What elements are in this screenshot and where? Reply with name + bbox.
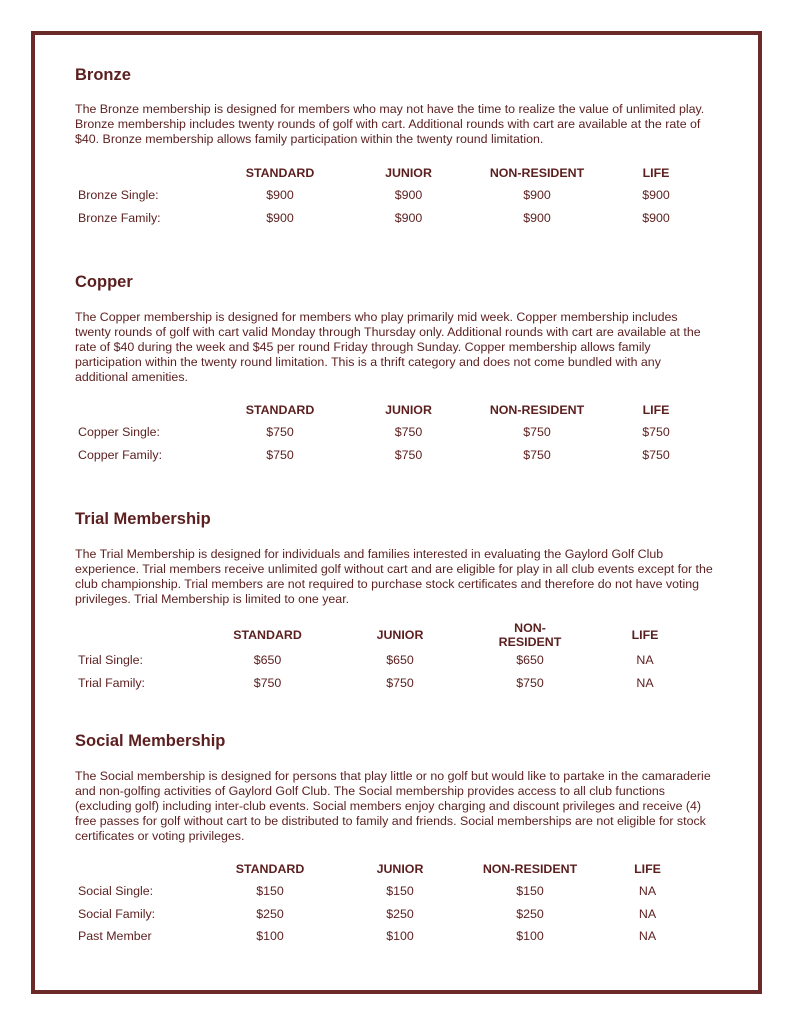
table-row xyxy=(75,880,715,903)
table-header-row xyxy=(75,858,715,880)
column-header: LIFE xyxy=(642,166,670,180)
price-cell: $900 xyxy=(266,188,294,203)
price-cell: $150 xyxy=(516,884,544,899)
column-header: LIFE xyxy=(631,628,659,642)
price-cell: $250 xyxy=(256,906,284,921)
row-label: Social Single: xyxy=(78,884,154,899)
price-cell: $750 xyxy=(642,447,670,462)
section-social-membership xyxy=(75,731,715,944)
price-cell: $900 xyxy=(394,188,423,203)
table-row xyxy=(75,649,715,672)
row-label: Trial Family: xyxy=(78,675,145,690)
price-cell: $900 xyxy=(523,210,551,225)
section-trial-membership xyxy=(75,509,715,690)
price-cell: $750 xyxy=(516,675,544,690)
table-header-row xyxy=(75,162,715,184)
price-cell: NA xyxy=(636,675,654,690)
price-cell: $750 xyxy=(394,447,423,462)
column-header: JUNIOR xyxy=(385,166,432,180)
column-header: LIFE xyxy=(634,862,661,876)
section-bronze xyxy=(75,65,715,225)
price-cell: $900 xyxy=(642,210,670,225)
table-row xyxy=(75,925,715,948)
column-header: STANDARD xyxy=(235,862,305,876)
row-label: Copper Family: xyxy=(78,447,163,462)
table-row xyxy=(75,421,715,444)
column-header: NON-RESIDENT xyxy=(498,621,562,649)
row-label: Copper Single: xyxy=(78,425,160,440)
row-label: Bronze Single: xyxy=(78,188,159,203)
table-row xyxy=(75,672,715,695)
price-cell: $150 xyxy=(256,884,284,899)
section-title: Social Membership xyxy=(75,732,226,750)
column-header: JUNIOR xyxy=(385,403,432,417)
price-cell: $650 xyxy=(386,653,414,668)
section-title: Bronze xyxy=(75,66,131,84)
price-cell: $250 xyxy=(516,906,544,921)
price-cell: $750 xyxy=(523,447,551,462)
price-cell: $650 xyxy=(516,653,544,668)
section-copper xyxy=(75,272,715,462)
price-cell: NA xyxy=(636,653,654,668)
column-header: STANDARD xyxy=(233,628,302,642)
price-cell: $750 xyxy=(642,425,670,440)
table-header-row xyxy=(75,399,715,421)
section-description: The Social membership is designed for persons that play little or no golf but would like to partake in the camaraderie and non-golfing activities of Gaylord Golf Club. The Social membership provides access to all club functions (excluding golf) including inter-club events. Social members enjoy charging and discount privileges and receive (4) free passes for golf without cart to be distributed to family and friends. Social memberships are not eligible for stock certificates or voting privileges. xyxy=(75,769,711,843)
section-description: The Copper membership is designed for members who play primarily mid week. Copper membership includes twenty rounds of golf with cart valid Monday through Thursday only. Additional rounds with cart are available at the rate of $40 during the week and $45 per round Friday through Sunday. Copper membership allows family participation within the twenty round limitation. This is a thrift category and does not come bundled with any additional amenities. xyxy=(75,310,701,384)
table-header-row xyxy=(75,621,715,649)
price-cell: $750 xyxy=(266,447,294,462)
rates-table xyxy=(75,621,715,694)
price-cell: $750 xyxy=(386,675,414,690)
price-cell: $250 xyxy=(386,906,414,921)
section-title: Trial Membership xyxy=(75,510,211,528)
price-cell: $750 xyxy=(394,425,423,440)
price-cell: $100 xyxy=(386,929,414,944)
table-row xyxy=(75,207,715,230)
column-header: STANDARD xyxy=(245,166,315,180)
price-cell: $100 xyxy=(516,929,544,944)
rates-table xyxy=(75,399,715,466)
column-header: NON-RESIDENT xyxy=(489,403,585,417)
section-description: The Bronze membership is designed for members who may not have the time to realize the value of unlimited play. Bronze membership includes twenty rounds of golf with cart. Additional rounds with cart are available at the rate of $40. Bronze membership allows family participation within the twenty round limitation. xyxy=(75,102,705,146)
price-cell: $150 xyxy=(386,884,414,899)
rates-table xyxy=(75,162,715,229)
row-label: Social Family: xyxy=(78,906,156,921)
price-cell: $900 xyxy=(523,188,551,203)
section-description: The Trial Membership is designed for individuals and families interested in evaluating the Gaylord Golf Club experience. Trial members receive unlimited golf without cart and are eligible for play in all club events except for the club championship. Trial members are not required to purchase stock certificates and therefore do not have voting privileges. Trial Membership is limited to one year. xyxy=(75,547,713,606)
price-cell: $900 xyxy=(394,210,423,225)
price-cell: $650 xyxy=(253,653,282,668)
price-cell: NA xyxy=(638,884,657,899)
column-header: LIFE xyxy=(642,403,670,417)
price-cell: $750 xyxy=(253,675,282,690)
column-header: NON-RESIDENT xyxy=(482,862,578,876)
column-header: JUNIOR xyxy=(376,628,424,642)
price-cell: $100 xyxy=(256,929,284,944)
price-cell: NA xyxy=(638,929,657,944)
price-cell: $750 xyxy=(266,425,294,440)
price-cell: $900 xyxy=(266,210,294,225)
rates-table xyxy=(75,858,715,948)
table-row xyxy=(75,903,715,926)
column-header: JUNIOR xyxy=(376,862,424,876)
price-cell: NA xyxy=(638,906,657,921)
row-label: Bronze Family: xyxy=(78,210,161,225)
table-row xyxy=(75,444,715,467)
section-title: Copper xyxy=(75,273,133,291)
row-label: Past Member xyxy=(78,929,152,944)
price-cell: $750 xyxy=(523,425,551,440)
row-label: Trial Single: xyxy=(78,653,143,668)
column-header: STANDARD xyxy=(245,403,315,417)
table-row xyxy=(75,184,715,207)
price-cell: $900 xyxy=(642,188,670,203)
column-header: NON-RESIDENT xyxy=(489,166,585,180)
